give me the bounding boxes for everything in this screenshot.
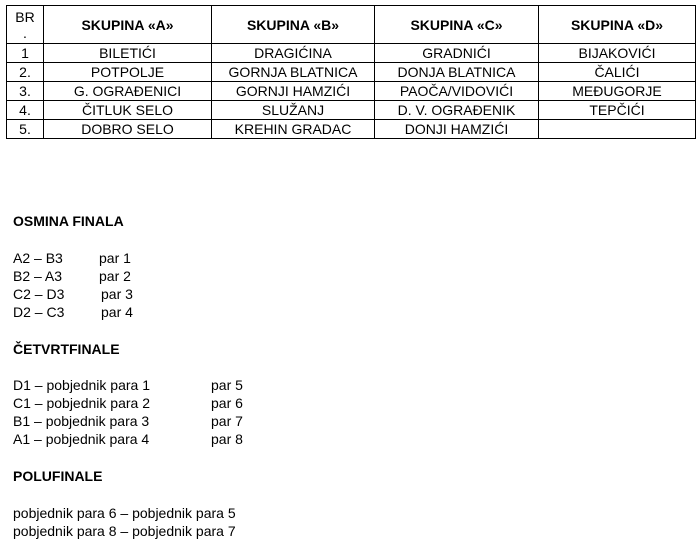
team-cell: POTPOLJE bbox=[44, 63, 212, 82]
pair-number: par 6 bbox=[211, 395, 243, 411]
row-number: 1 bbox=[7, 44, 44, 63]
table-row bbox=[7, 63, 696, 82]
pair-match: B1 – pobjednik para 3 bbox=[13, 413, 150, 429]
osmina-pair bbox=[13, 268, 131, 284]
cetvrt-pair bbox=[13, 413, 243, 429]
osmina-pair bbox=[13, 304, 133, 320]
pair-match: C1 – pobjednik para 2 bbox=[13, 395, 150, 411]
team-cell: DOBRO SELO bbox=[44, 120, 212, 139]
header-group-d: SKUPINA «D» bbox=[539, 6, 696, 44]
team-cell: ČITLUK SELO bbox=[44, 101, 212, 120]
polu-pair: pobjednik para 8 – pobjednik para 7 bbox=[13, 523, 236, 539]
team-cell: GORNJI HAMZIĆI bbox=[212, 82, 375, 101]
table-row bbox=[7, 44, 696, 63]
team-cell: GORNJA BLATNICA bbox=[212, 63, 375, 82]
pair-match: D1 – pobjednik para 1 bbox=[13, 377, 150, 393]
pair-match: D2 – C3 bbox=[13, 304, 65, 320]
pair-number: par 2 bbox=[99, 268, 131, 284]
team-cell: DONJI HAMZIĆI bbox=[375, 120, 539, 139]
table-header-row bbox=[7, 6, 696, 44]
header-br-bottom: . bbox=[23, 24, 27, 41]
polufinale-title: POLUFINALE bbox=[13, 468, 103, 484]
header-group-c: SKUPINA «C» bbox=[375, 6, 539, 44]
pair-number: par 8 bbox=[211, 431, 243, 447]
team-cell: BIJAKOVIĆI bbox=[539, 44, 696, 63]
team-cell: DONJA BLATNICA bbox=[375, 63, 539, 82]
groups-table bbox=[6, 5, 696, 139]
pair-number: par 5 bbox=[211, 377, 243, 393]
header-group-a: SKUPINA «A» bbox=[44, 6, 212, 44]
row-number: 3. bbox=[7, 82, 44, 101]
table-row bbox=[7, 82, 696, 101]
cetvrt-pair bbox=[13, 395, 243, 411]
pair-number: par 7 bbox=[211, 413, 243, 429]
osmina-pair bbox=[13, 286, 133, 302]
header-group-b: SKUPINA «B» bbox=[212, 6, 375, 44]
team-cell: D. V. OGRAĐENIK bbox=[375, 101, 539, 120]
team-cell: DRAGIĆINA bbox=[212, 44, 375, 63]
pair-number: par 1 bbox=[99, 250, 131, 266]
pair-match: A2 – B3 bbox=[13, 250, 63, 266]
osmina-title: OSMINA FINALA bbox=[13, 213, 124, 229]
row-number: 2. bbox=[7, 63, 44, 82]
header-br bbox=[7, 6, 44, 44]
team-cell: TEPČIĆI bbox=[539, 101, 696, 120]
pair-match: A1 – pobjednik para 4 bbox=[13, 431, 150, 447]
cetvrt-pair bbox=[13, 377, 243, 393]
team-cell: GRADNIĆI bbox=[375, 44, 539, 63]
team-cell: KREHIN GRADAC bbox=[212, 120, 375, 139]
pair-match: C2 – D3 bbox=[13, 286, 65, 302]
pair-match: B2 – A3 bbox=[13, 268, 63, 284]
pair-number: par 4 bbox=[101, 304, 133, 320]
team-cell: ČALIĆI bbox=[539, 63, 696, 82]
team-cell bbox=[539, 120, 696, 139]
osmina-pair bbox=[13, 250, 131, 266]
pair-number: par 3 bbox=[101, 286, 133, 302]
header-br-top: BR bbox=[15, 8, 35, 25]
cetvrt-pair bbox=[13, 431, 243, 447]
team-cell: MEĐUGORJE bbox=[539, 82, 696, 101]
team-cell: BILETIĆI bbox=[44, 44, 212, 63]
cetvrtfinale-title: ČETVRTFINALE bbox=[13, 341, 120, 357]
team-cell: G. OGRAĐENICI bbox=[44, 82, 212, 101]
team-cell: PAOČA/VIDOVIĆI bbox=[375, 82, 539, 101]
polu-pair: pobjednik para 6 – pobjednik para 5 bbox=[13, 505, 236, 521]
table-row bbox=[7, 101, 696, 120]
row-number: 5. bbox=[7, 120, 44, 139]
table-row bbox=[7, 120, 696, 139]
team-cell: SLUŽANJ bbox=[212, 101, 375, 120]
row-number: 4. bbox=[7, 101, 44, 120]
